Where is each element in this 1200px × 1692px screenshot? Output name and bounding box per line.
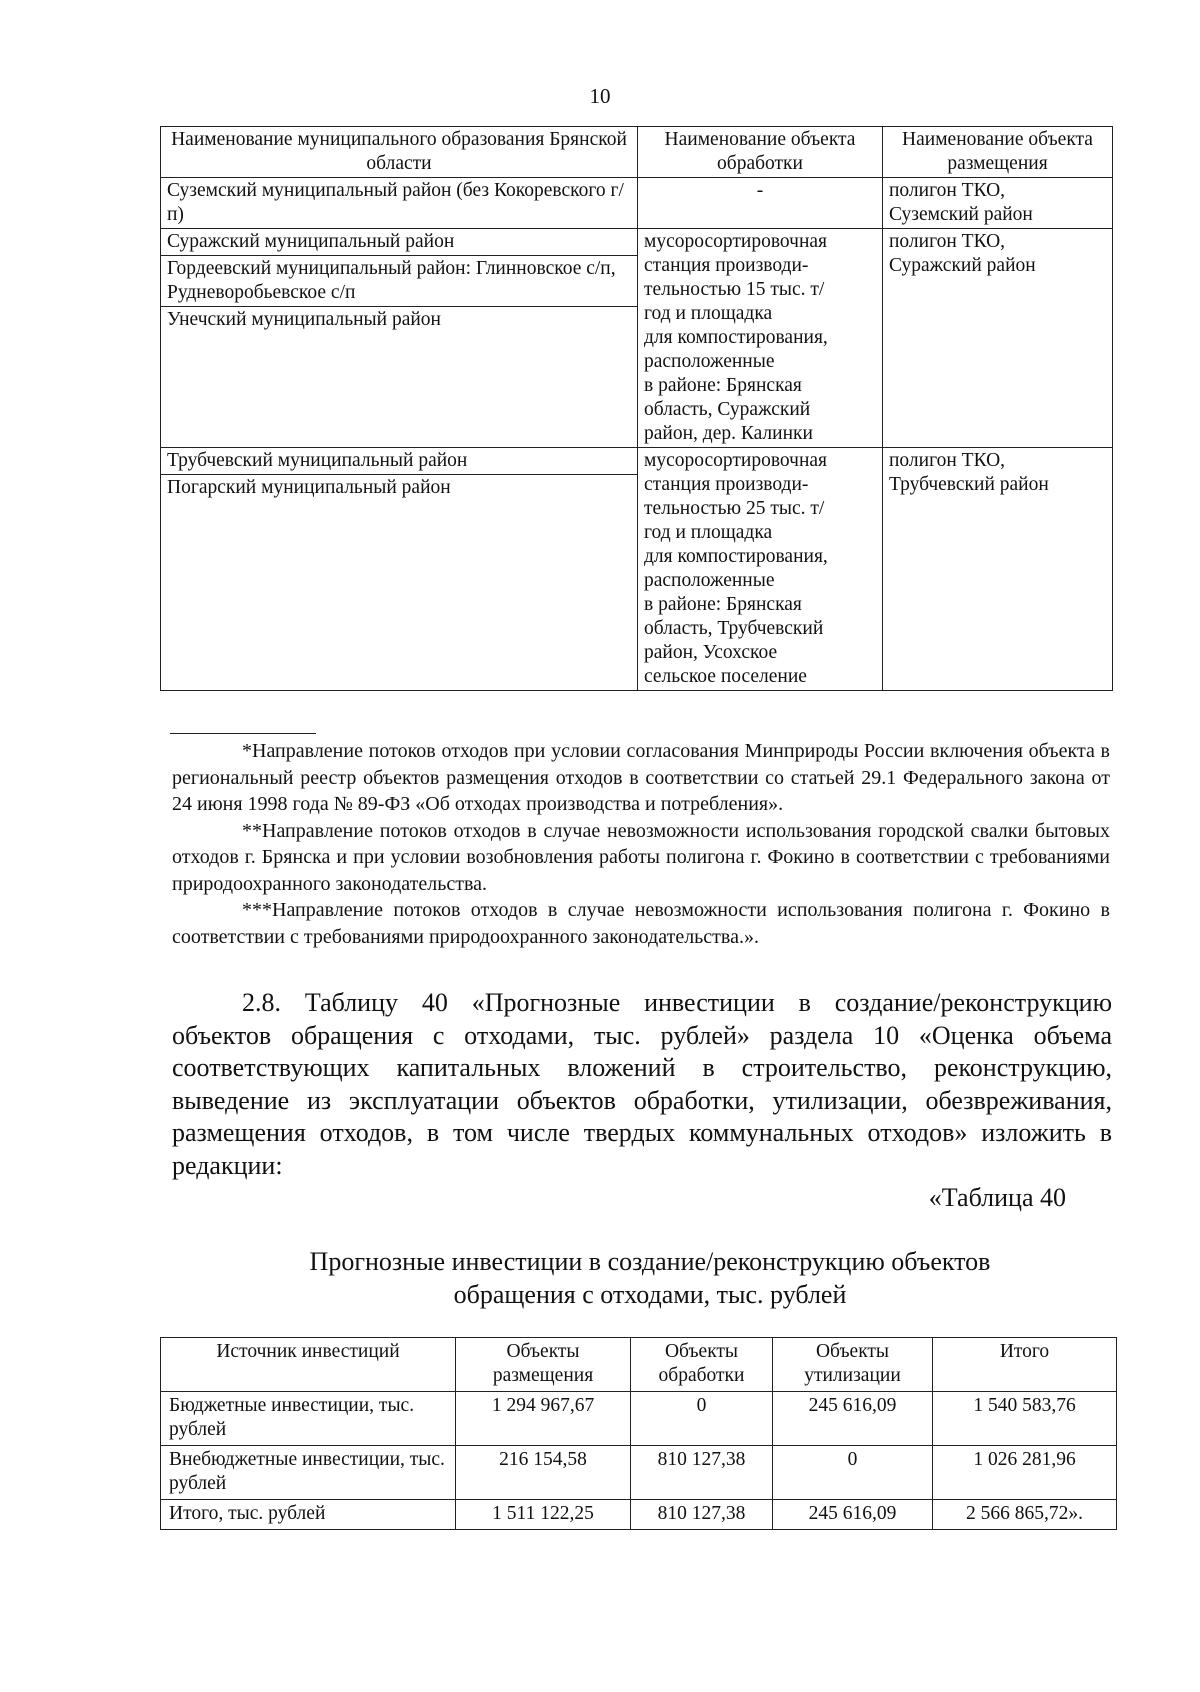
value-cell: 0 [631,1392,773,1446]
source-cell: Бюджетные инвестиции, тыс. рублей [161,1392,456,1446]
page-number: 10 [589,84,611,108]
value-cell: 0 [773,1446,933,1500]
footnote-3: ***Направление потоков отходов в случае невозможности использования полигона г. Фокино в соответствии с требованиями природоохранного законодательства.». [172,899,1110,948]
municipality-item: Унечский муниципальный район [167,309,441,330]
placement-cell: полигон ТКО, Трубчевский район [883,448,1113,691]
value-cell: 245 616,09 [773,1392,933,1446]
municipality-item: Погарский муниципальный район [167,477,451,498]
header-total: Итого [933,1338,1117,1392]
placement-cell: полигон ТКО, Суземский район [883,178,1113,229]
value-cell: 1 511 122,25 [456,1500,631,1530]
amendment-paragraph: 2.8. Таблицу 40 «Прогнозные инвестиции в создание/реконструкцию объектов обращения с отходами, тыс. рублей» раздела 10 «Оценка объема соответствующих капитальных вложений в строительство, реконструкцию, выведение из эксплуатации объектов обработки, утилизации, обезвреживания, размещения отходов, в том числе твердых коммунальных отходов» изложить в редакции: [172,988,1112,1180]
value-cell: 216 154,58 [456,1446,631,1500]
value-cell: 1 540 583,76 [933,1392,1117,1446]
investment-table [160,1337,1117,1530]
waste-flow-table [160,126,1113,691]
municipality-group-cell [161,448,638,691]
placement-cell: полигон ТКО, Суражский район [883,229,1113,448]
table-header-row [161,127,1113,178]
processing-cell: - [638,178,883,229]
header-processing-objects: Объекты обработки [631,1338,773,1392]
value-cell: 245 616,09 [773,1500,933,1530]
table-row [161,448,1113,691]
table-row [161,1446,1117,1500]
municipality-item: Трубчевский муниципальный район [161,448,637,475]
source-cell: Внебюджетные инвестиции, тыс. рублей [161,1446,456,1500]
header-processing: Наименование объекта обработки [638,127,883,178]
processing-cell: мусоросортировочная станция производи- тельностью 25 тыс. т/ год и площадка для компостирования, расположенные в районе: Брянская область, Трубчевский район, Усохское сельское поселение [638,448,883,691]
processing-cell: мусоросортировочная станция производи- тельностью 15 тыс. т/ год и площадка для компостирования, расположенные в районе: Брянская область, Суражский район, дер. Калинки [638,229,883,448]
value-cell: 810 127,38 [631,1446,773,1500]
value-cell: 2 566 865,72». [933,1500,1117,1530]
table-header-row [161,1338,1117,1392]
municipality-cell: Суземский муниципальный район (без Кокоревского г/п) [161,178,638,229]
table-row [161,1500,1117,1530]
table-label: «Таблица 40 [928,1183,1066,1212]
footnote-1: *Направление потоков отходов при условии согласования Минприроды России включения объекта в региональный реестр объектов размещения отходов в соответствии со статьей 29.1 Федерального закона от 24 июня 1998 года № 89-ФЗ «Об отходах производства и потребления». [172,740,1110,815]
footnotes [172,738,1110,950]
municipality-group-cell [161,229,638,448]
source-cell: Итого, тыс. рублей [161,1500,456,1530]
value-cell: 1 294 967,67 [456,1392,631,1446]
header-placement: Наименование объекта размещения [883,127,1113,178]
footnote-2: **Направление потоков отходов в случае невозможности использования городской свалки бытовых отходов г. Брянска и при условии возобновления работы полигона г. Фокино в соответствии с требованиями природоохранного законодательства. [172,819,1110,895]
municipality-item: Суражский муниципальный район [161,229,637,256]
table-row [161,229,1113,448]
header-placement-objects: Объекты размещения [456,1338,631,1392]
header-utilization-objects: Объекты утилизации [773,1338,933,1392]
table-row [161,178,1113,229]
footnote-divider [170,733,316,734]
value-cell: 1 026 281,96 [933,1446,1117,1500]
table-title: Прогнозные инвестиции в создание/реконструкцию объектов обращения с отходами, тыс. рублей [309,1247,991,1309]
header-municipality: Наименование муниципального образования Брянской области [161,127,638,178]
value-cell: 810 127,38 [631,1500,773,1530]
municipality-item: Гордеевский муниципальный район: Глинновское с/п, Рудневоробьевское с/п [161,256,637,307]
header-source: Источник инвестиций [161,1338,456,1392]
table-row [161,1392,1117,1446]
